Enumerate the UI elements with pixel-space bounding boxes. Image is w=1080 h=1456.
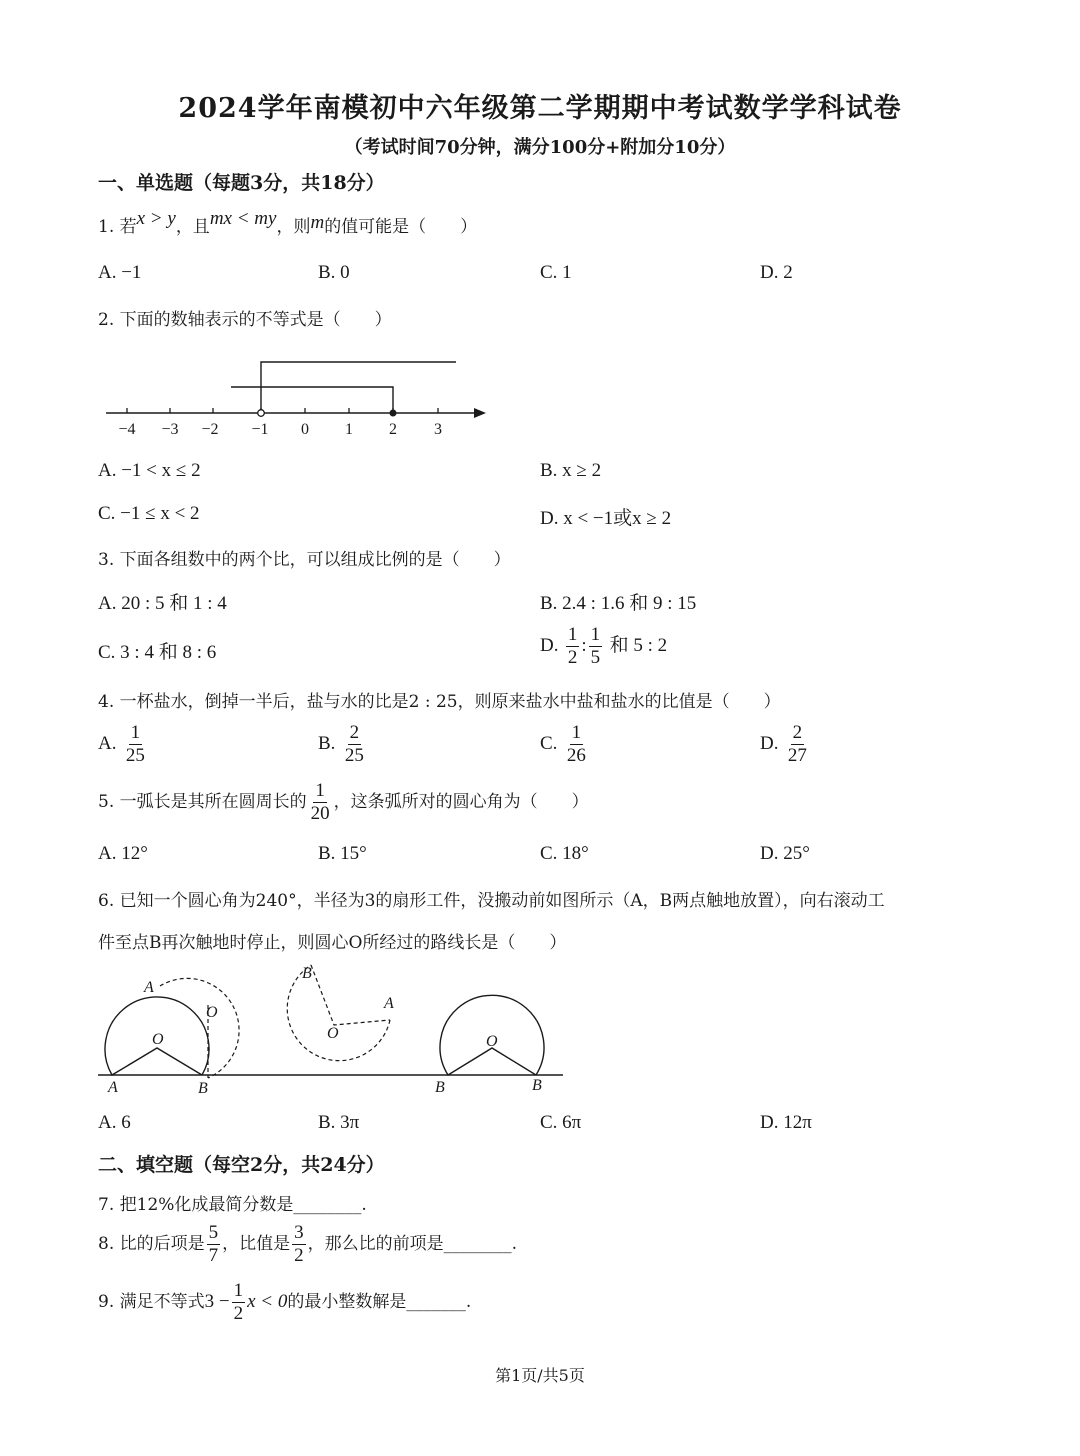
closed-dot [390,410,397,417]
numerator: 1 [130,722,141,743]
numerator: 1 [571,722,582,743]
label-O: O [486,1033,498,1050]
numerator: 1 [233,1280,244,1301]
q4-option-d [760,722,811,767]
question-4: 4. 一杯盐水，倒掉一半后，盐与水的比是2 : 25，则原来盐水中盐和盐水的比值是（ ） [98,692,781,712]
label-O: O [152,1031,164,1048]
denominator: 25 [344,745,364,766]
axis-label: 1 [345,421,353,438]
label-A: A [144,979,154,996]
label-A: B [435,1079,445,1096]
q8-mid: ，比值是 [222,1234,291,1254]
q5-post: ，这条弧所对的圆心角为（ ） [333,792,589,812]
q1-math-3: m [310,212,325,233]
ray-x-le-2 [231,387,393,413]
q2-option-c: C. −1 ≤ x < 2 [98,503,200,524]
denominator: 7 [208,1245,219,1266]
q4-option-b [318,722,368,767]
q6-option-b: B. 3π [318,1112,360,1133]
fraction [292,1222,306,1267]
q5-option-d: D. 25° [760,843,810,864]
q1-pre: 1. 若 [98,217,137,237]
label-A: A [108,1079,118,1096]
label-B: B [198,1080,208,1097]
question-1 [98,208,478,238]
q9-post: 的最小整数解是_______. [287,1292,472,1312]
fraction [309,780,332,825]
number-line-figure [98,350,498,442]
q1-option-a: A. −1 [98,262,142,283]
denominator: 2 [567,647,578,668]
numerator: 2 [349,722,360,743]
q1-option-c: C. 1 [540,262,572,283]
q3-option-b: B. 2.4 : 1.6 和 9 : 15 [540,593,697,614]
open-dot [258,410,265,417]
label-O: O [206,1004,218,1021]
denominator: 5 [590,647,601,668]
numerator: 3 [294,1222,304,1243]
numerator: 2 [792,722,803,743]
q1-option-b: B. 0 [318,262,350,283]
axis-label: 2 [389,421,397,438]
q1-post: 的值可能是（ ） [324,217,478,237]
fraction [786,722,809,767]
ratio-colon: : [581,635,587,656]
fraction [124,722,147,767]
question-2: 2. 下面的数轴表示的不等式是（ ） [98,310,392,330]
q1-math-2: mx < my [209,208,277,229]
q9-math-b: x < 0 [247,1291,288,1312]
denominator: 26 [566,745,586,766]
q4-option-a [98,722,149,767]
q3-option-a: A. 20 : 5 和 1 : 4 [98,593,227,614]
question-3: 3. 下面各组数中的两个比，可以组成比例的是（ ） [98,550,511,570]
question-6-line-1: 6. 已知一个圆心角为240°，半径为3的扇形工件，没搬动前如图所示（A，B两点触地放置），向右滚动工 [98,891,885,911]
q4-option-c [540,722,590,767]
denominator: 27 [787,745,807,766]
denominator: 20 [310,803,330,824]
fraction [232,1280,246,1325]
q2-option-d: D. x < −1或x ≥ 2 [540,508,672,529]
axis-arrow [474,408,486,418]
label-A: A [384,995,394,1012]
q6-option-c: C. 6π [540,1112,582,1133]
numerator: 1 [567,624,578,645]
q8-post: ，那么比的前项是________. [307,1234,518,1254]
page-title: 2024学年南模初中六年级第二学期期中考试数学学科试卷 [178,93,902,124]
q6-option-a: A. 6 [98,1112,131,1133]
page-subtitle: （考试时间70分钟，满分100分+附加分10分） [344,137,736,158]
denominator: 2 [233,1303,244,1324]
option-label: D. [760,733,779,754]
axis-label: −1 [251,421,269,438]
q2-option-a: A. −1 < x ≤ 2 [98,460,201,481]
option-label: A. [98,733,117,754]
q6-option-d: D. 12π [760,1112,812,1133]
denominator: 25 [125,745,145,766]
q1-option-d: D. 2 [760,262,793,283]
numerator: 5 [208,1222,219,1243]
q3-option-d [540,624,667,669]
section-heading-fill-blank: 二、填空题（每空2分，共24分） [98,1154,385,1176]
numerator: 1 [590,624,601,645]
q5-option-b: B. 15° [318,843,367,864]
axis-label: 3 [434,421,442,438]
fraction [566,624,580,669]
question-6-line-2: 件至点B再次触地时停止，则圆心O所经过的路线长是（ ） [98,933,567,953]
q5-option-a: A. 12° [98,843,148,864]
sector-rotating-dashed [160,978,239,1078]
axis-label: −3 [161,421,179,438]
question-9 [98,1280,471,1325]
fraction [343,722,366,767]
question-5 [98,780,589,825]
q5-option-c: C. 18° [540,843,589,864]
q3-optd-label: D. [540,635,559,656]
axis-label: −2 [201,421,219,438]
page-number: 第1页/共5页 [495,1366,585,1385]
axis-label: −4 [118,421,136,438]
q8-pre: 8. 比的后项是 [98,1234,205,1254]
fraction [207,1222,221,1267]
label-B: B [532,1077,542,1094]
fraction [565,722,588,767]
option-label: C. [540,733,558,754]
option-label: B. [318,733,336,754]
q9-math-a: 3 − [204,1291,230,1312]
sector-middle-radii [311,965,390,1025]
q1-mid: ，且 [175,217,210,237]
q9-pre: 9. 满足不等式 [98,1292,205,1312]
q3-option-c: C. 3 : 4 和 8 : 6 [98,642,217,663]
question-8 [98,1222,517,1267]
sector-rolling-figure [98,960,568,1100]
q1-mid2: ，则 [276,217,311,237]
q3-optd-tail: 和 5 : 2 [609,635,668,656]
fraction [589,624,603,669]
question-7: 7. 把12%化成最简分数是________. [98,1195,367,1215]
label-B: B [302,965,312,982]
numerator: 1 [315,780,325,801]
q5-pre: 5. 一弧长是其所在圆周长的 [98,792,307,812]
q1-math-1: x > y [136,208,176,229]
axis-label: 0 [301,421,309,438]
label-O: O [327,1025,339,1042]
denominator: 2 [294,1245,304,1266]
q2-option-b: B. x ≥ 2 [540,460,602,481]
section-heading-single-choice: 一、单选题（每题3分，共18分） [98,172,385,194]
